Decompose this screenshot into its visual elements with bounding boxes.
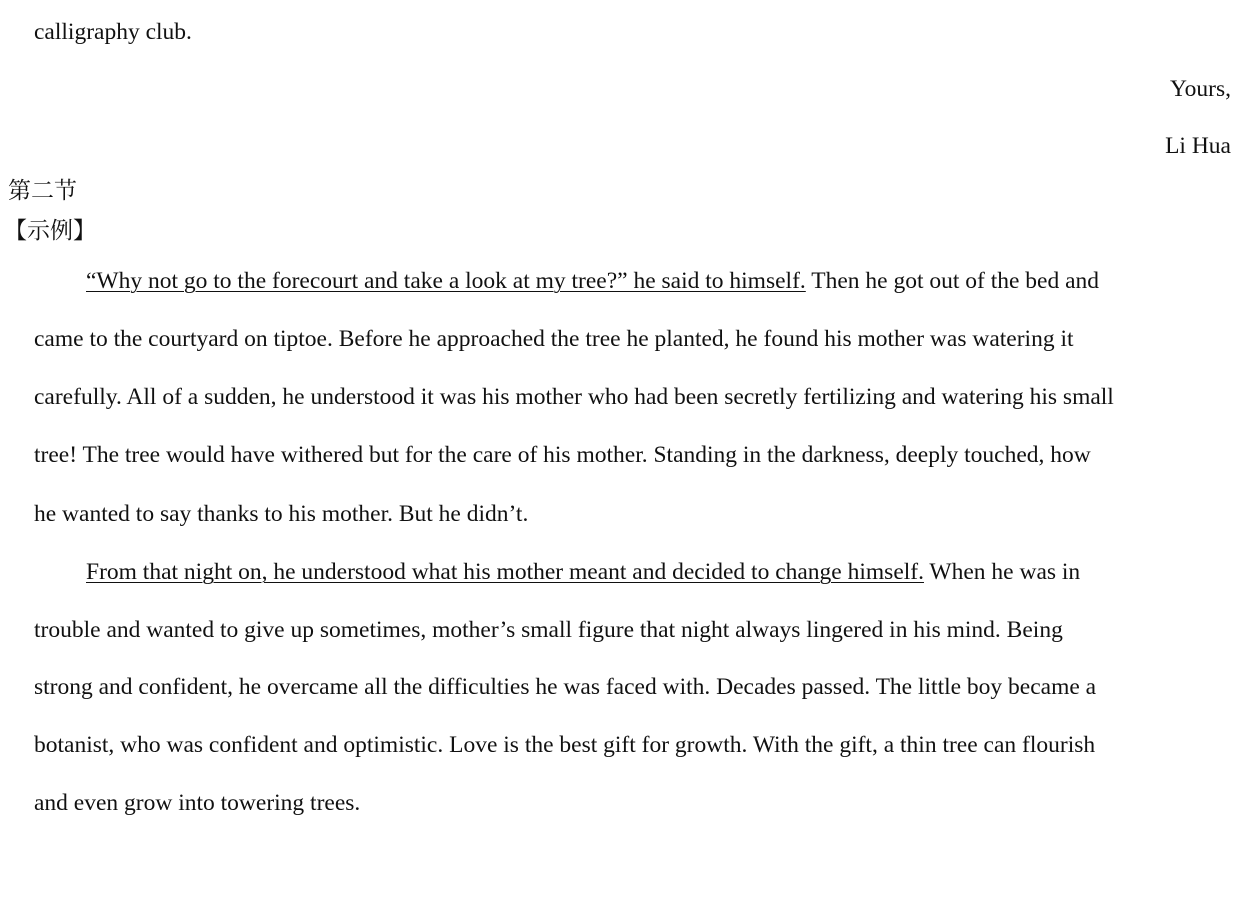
essay-p2-line: botanist, who was confident and optimistic. Love is the best gift for growth. With the gift, a thin tree can flourish: [34, 732, 1096, 758]
essay-p2-underlined-sentence: From that night on, he understood what his mother meant and decided to change himself.: [86, 559, 924, 585]
essay-p2-line: trouble and wanted to give up sometimes, mother’s small figure that night always lingered in his mind. Being: [34, 617, 1063, 643]
essay-p2-first-line: [86, 557, 1080, 587]
essay-p1-underlined-sentence: “Why not go to the forecourt and take a look at my tree?” he said to himself.: [86, 268, 806, 294]
example-label: 【示例】: [4, 218, 96, 244]
essay-p1-first-line: [86, 266, 1099, 296]
letter-signature: Li Hua: [1165, 133, 1231, 159]
essay-p1-line: tree! The tree would have withered but for the care of his mother. Standing in the darkness, deeply touched, how: [34, 442, 1091, 468]
essay-p1-line: he wanted to say thanks to his mother. But he didn’t.: [34, 501, 529, 527]
essay-p2-line: and even grow into towering trees.: [34, 790, 361, 816]
essay-p2-first-line-rest: When he was in: [923, 559, 1081, 585]
essay-p1-first-line-rest: Then he got out of the bed and: [805, 268, 1100, 294]
section-heading: 第二节: [8, 178, 77, 204]
essay-p1-line: came to the courtyard on tiptoe. Before he approached the tree he planted, he found his mother was watering it: [34, 326, 1074, 352]
letter-closing-line: calligraphy club.: [34, 19, 192, 45]
letter-signoff: Yours,: [1170, 76, 1231, 102]
essay-p1-line: carefully. All of a sudden, he understood it was his mother who had been secretly fertilizing and watering his small: [34, 384, 1114, 410]
essay-p2-line: strong and confident, he overcame all the difficulties he was faced with. Decades passed. The little boy became a: [34, 674, 1097, 700]
